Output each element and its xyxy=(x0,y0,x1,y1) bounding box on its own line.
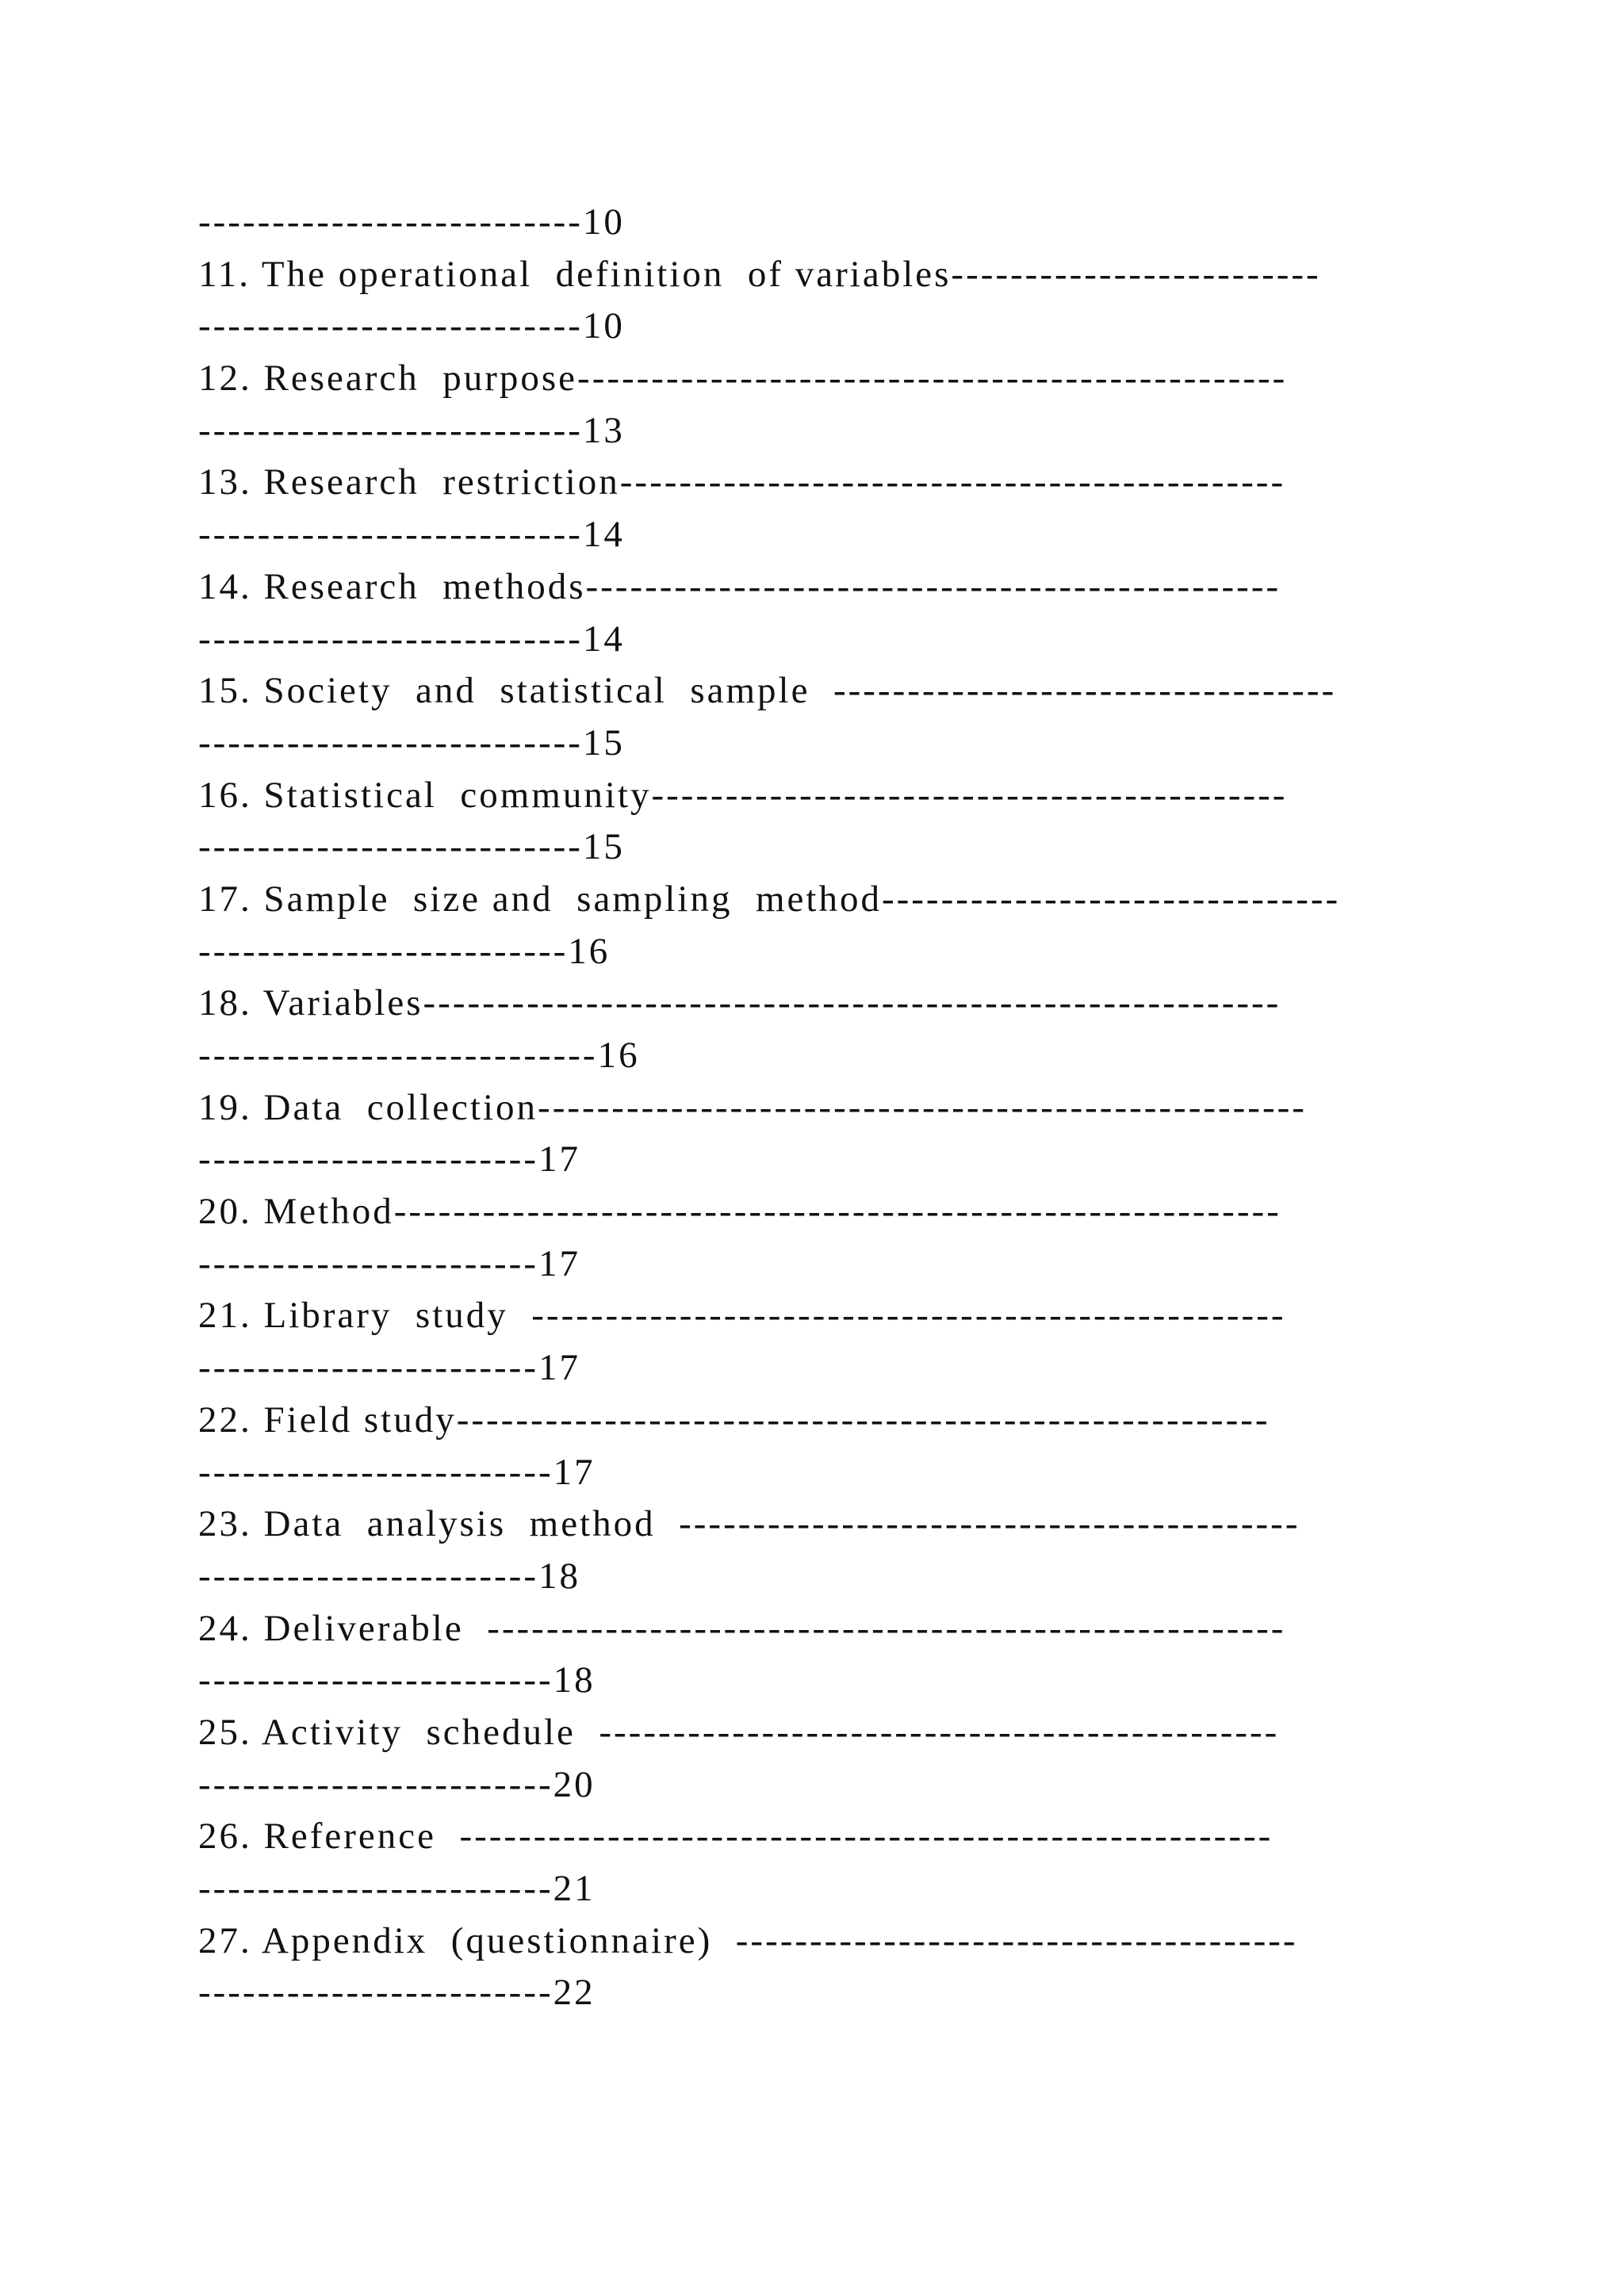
toc-line: --------------------------14 xyxy=(198,618,625,660)
toc-entry-25: 25. Activity schedule ---------------------------------------------- xyxy=(198,1711,1280,1753)
toc-line: --------------------------13 xyxy=(198,409,625,451)
toc-entry-22: 22. Field study------------------------------------------------------- xyxy=(198,1399,1270,1441)
toc-entry-23: 23. Data analysis method ------------------------------------------ xyxy=(198,1503,1300,1545)
toc-entry-27: 27. Appendix (questionnaire) -------------------------------------- xyxy=(198,1919,1298,1961)
toc-entry-16: 16. Statistical community------------------------------------------- xyxy=(198,774,1288,816)
toc-entry-15: 15. Society and statistical sample ---------------------------------- xyxy=(198,670,1337,712)
toc-line: ------------------------18 xyxy=(198,1659,596,1701)
toc-line: -----------------------17 xyxy=(198,1138,580,1181)
toc-line: ------------------------22 xyxy=(198,1972,596,2014)
toc-line: ------------------------17 xyxy=(198,1451,596,1493)
toc-line: -----------------------17 xyxy=(198,1347,580,1389)
toc-line: --------------------------15 xyxy=(198,721,625,763)
toc-line: ------------------------20 xyxy=(198,1763,596,1805)
toc-entry-18: 18. Variables---------------------------------------------------------- xyxy=(198,982,1281,1024)
toc-line: --------------------------14 xyxy=(198,514,625,556)
toc-entry-19: 19. Data collection---------------------------------------------------- xyxy=(198,1086,1307,1128)
toc-entry-12: 12. Research purpose------------------------------------------------ xyxy=(198,358,1288,400)
toc-line: --------------------------10 xyxy=(198,305,625,347)
toc-line: --------------------------15 xyxy=(198,826,625,868)
toc-entry-14: 14. Research methods----------------------------------------------- xyxy=(198,565,1281,607)
toc-entry-20: 20. Method------------------------------------------------------------ xyxy=(198,1191,1281,1233)
toc-line: -----------------------17 xyxy=(198,1242,580,1284)
toc-line: ------------------------21 xyxy=(198,1868,596,1909)
toc-entry-21: 21. Library study --------------------------------------------------- xyxy=(198,1295,1286,1337)
table-of-contents xyxy=(198,197,1435,2019)
toc-entry-24: 24. Deliverable ------------------------------------------------------ xyxy=(198,1607,1286,1649)
toc-entry-11: 11. The operational definition of variables------------------------- xyxy=(198,253,1321,295)
toc-entry-17: 17. Sample size and sampling method------------------------------- xyxy=(198,878,1341,920)
toc-entry-26: 26. Reference ------------------------------------------------------- xyxy=(198,1816,1274,1858)
toc-line: -----------------------18 xyxy=(198,1555,580,1597)
toc-line: -------------------------16 xyxy=(198,930,611,972)
toc-line: ---------------------------16 xyxy=(198,1035,640,1076)
toc-entry-13: 13. Research restriction--------------------------------------------- xyxy=(198,461,1286,503)
toc-line: --------------------------10 xyxy=(198,201,625,243)
